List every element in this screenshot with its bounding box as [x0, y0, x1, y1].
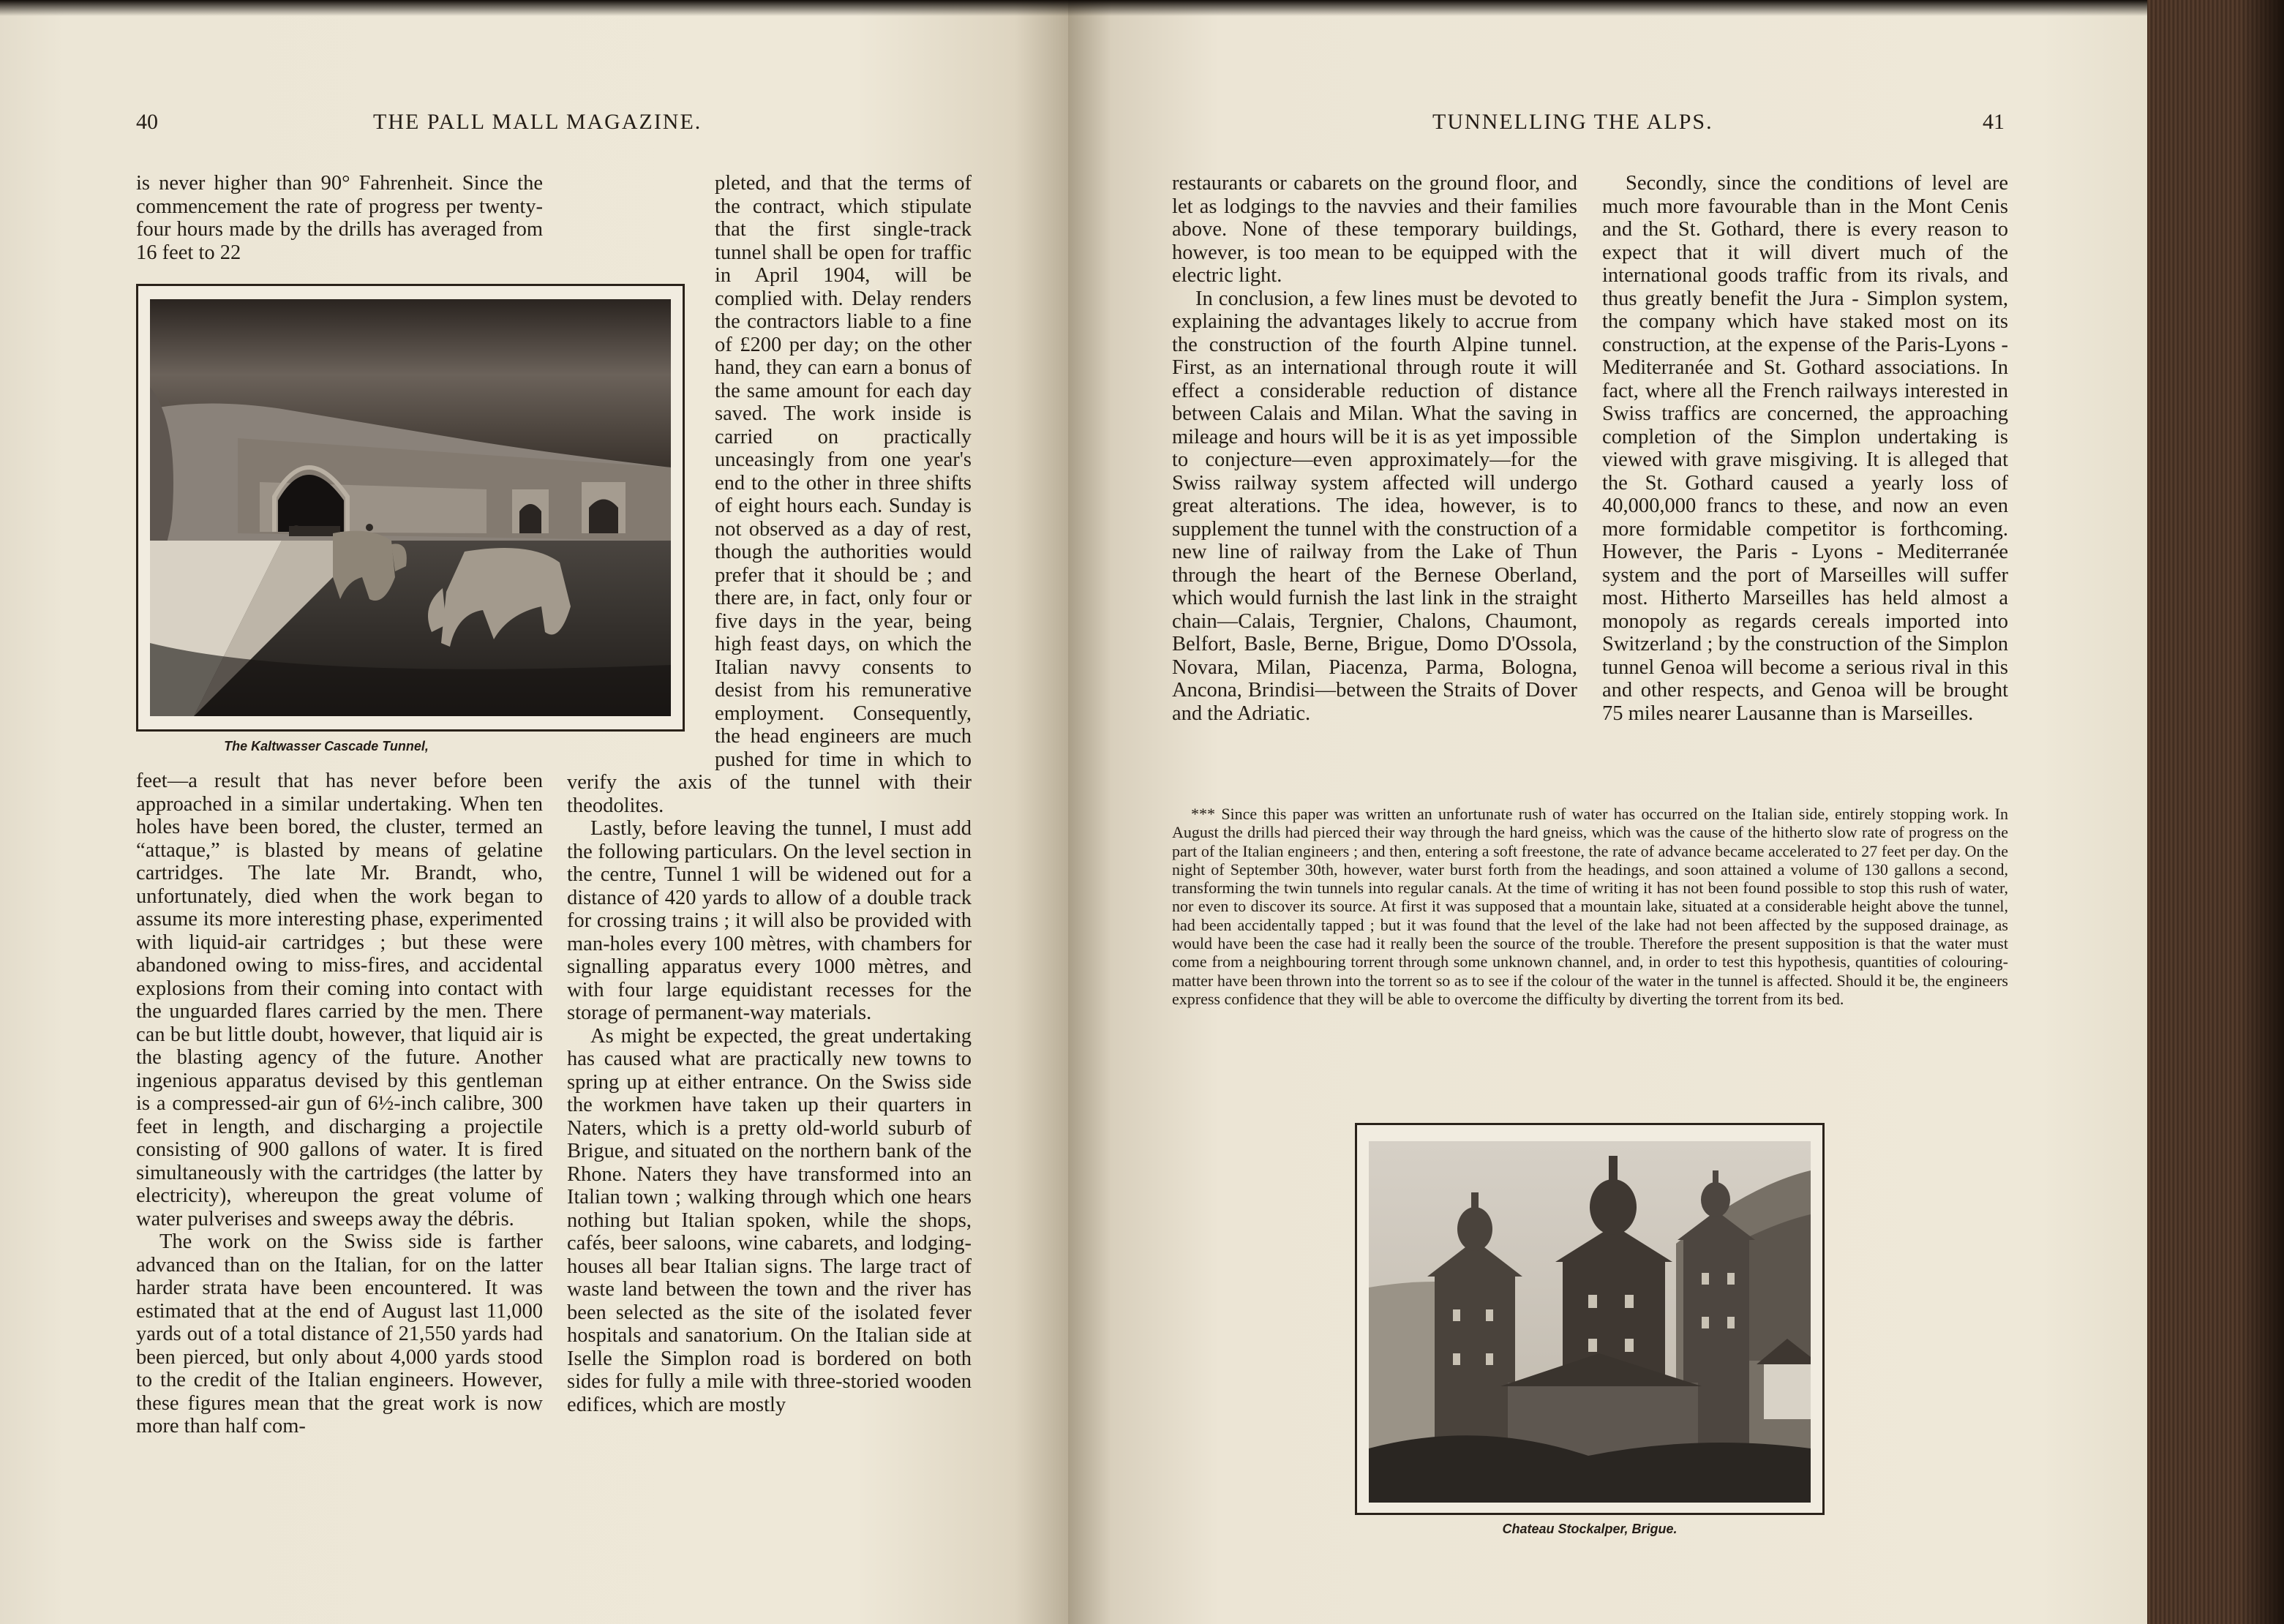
running-head: THE PALL MALL MAGAZINE.	[373, 110, 702, 134]
column-text	[1172, 172, 1577, 725]
page-number: 40	[136, 110, 158, 134]
chateau-photo	[1369, 1141, 1811, 1503]
paragraph: restaurants or cabarets on the ground floor, and let as lodgings to the navvies and their families above. None of these temporary buildings, however, is too mean to be equipped with the electric light.	[1172, 172, 1577, 287]
figure-caption: The Kaltwasser Cascade Tunnel,	[224, 739, 429, 753]
footnote	[1172, 805, 2008, 1008]
column-text	[567, 172, 972, 1416]
column-text	[1602, 172, 2008, 725]
paragraph: is never higher than 90° Fahrenheit. Since the commencement the rate of progress per twenty-four hours made by the drills has averaged from 16 feet to 22	[136, 172, 543, 264]
figure-caption: Chateau Stockalper, Brigue.	[1502, 1522, 1678, 1536]
paragraph: As might be expected, the great undertaking has caused what are practically new towns to spring up at either entrance. On the Swiss side the workmen have taken up their quarters in Naters, which is a pretty old-world suburb of Brigue, and situated on the northern bank of the Rhone. Naters they have transformed into an Italian town ; walking through which one hears nothing but Italian spoken, while the shops, cafés, beer saloons, wine cabarets, and lodging-houses all bear Italian signs. The large tract of waste land between the town and the river has been selected as the site of the isolated fever hospitals and sanatorium. On the Italian side at Iselle the Simplon road is bordered on both sides for fully a mile with three-storied wooden edifices, which are mostly	[567, 1024, 972, 1416]
paragraph: In conclusion, a few lines must be devoted to explaining the advantages likely to accrue from the construction of the fourth Alpine tunnel. First, as an international through route it will effect a considerable reduction of distance between Calais and Milan. What the saving in mileage and hours will be it is as yet impossible to conjecture—even approximately—for the Swiss railway system affected will undergo great alterations. The idea, however, is to supplement the tunnel with the construction of a new line of railway from the Lake of Thun through the heart of the Bernese Oberland, which would furnish the last link in the straight chain—Calais, Tergnier, Chalons, Chaumont, Belfort, Basle, Berne, Brigue, Domo D'Ossola, Novara, Milan, Piacenza, Parma, Bologna, Ancona, Brindisi—between the Straits of Dover and the Adriatic.	[1172, 287, 1577, 725]
figure-frame	[1355, 1123, 1825, 1515]
page-edges	[2147, 0, 2284, 1624]
left-page	[0, 0, 1068, 1624]
paragraph: feet—a result that has never before been approached in a similar undertaking. When ten holes have been bored, the cluster, termed an “attaque,” is blasted by means of gelatine cartridges. The late Mr. Brandt, who, unfortunately, died when the work began to assume its more interesting phase, experimented with liquid-air cartridges ; but these were abandoned owing to miss-fires, and accidental explosions from their coming into contact with the unguarded flares carried by the men. There can be but little doubt, however, that liquid air is the blasting agency of the future. Another ingenious apparatus devised by this gentleman is a compressed-air gun of 6½-inch calibre, 300 feet in length, and discharging a projectile consisting of 900 gallons of water. It is fired simultaneously with the cartridges (the latter by electricity), whereupon the great volume of water pulverises and sweeps away the débris.	[136, 770, 543, 1230]
footnote-text: *** Since this paper was written an unfortunate rush of water has occurred on the Italian side, entirely stopping work. In August the drills had pierced their way through the hard gneiss, which was the cause of the hitherto slow rate of progress on the part of the Italian engineers ; and then, entering a soft freestone, the rate of advance became accelerated to 27 feet per day. On the night of September 30th, however, water burst forth from the headings, and soon attained a volume of 130 gallons a second, transforming the twin tunnels into regular canals. At the time of writing it has not been found possible to stop this rush of water, nor even to discover its source. At first it was supposed that a mountain lake, situated at a considerable height above the tunnel, had been accidentally tapped ; but it was found that the level of the lake had not been affected by the supposed drainage, as would have been the case had it really been the source of the trouble. Therefore the present supposition is that the water must come from a neighbouring torrent through some unknown channel, and, in order to test this hypothesis, quantities of colouring-matter have been thrown into the torrent so as to see if the colour of the water in the tunnel is affected. Should it be, the engineers express confidence that they will be able to overcome the difficulty by diverting the torrent from its bed.	[1172, 805, 2008, 1008]
column-text	[136, 172, 543, 264]
running-head: TUNNELLING THE ALPS.	[1432, 110, 1713, 134]
paragraph: Secondly, since the conditions of level are much more favourable than in the Mont Cenis and the St. Gothard, there is every reason to expect that it will divert much of the international goods traffic from its rivals, and thus greatly benefit the Jura - Simplon system, the company which have staked most on its construction, at the expense of the Paris-Lyons - Mediterranée and St. Gothard associations. In fact, where all the French railways interested in Swiss traffics are concerned, the approaching completion of the Simplon undertaking is viewed with grave misgiving. It is alleged that the St. Gothard caused a yearly loss of 40,000,000 francs to these, and now an even more formidable competitor is forthcoming. However, the Paris - Lyons - Mediterranée system and the port of Marseilles will suffer most. Hitherto Marseilles has held almost a monopoly as regards cereals imported into Switzerland ; by the construction of the Simplon tunnel Genoa will become a serious rival in this and other respects, and Genoa will be brought 75 miles nearer Lausanne than is Marseilles.	[1602, 172, 2008, 725]
paragraph: The work on the Swiss side is farther advanced than on the Italian, for on the latter harder strata have been encountered. It was estimated that at the end of August last 11,000 yards out of a total distance of 21,550 yards had been pierced, but only about 4,000 yards stood to the credit of the Italian engineers. However, these figures mean that the great work is now more than half com-	[136, 1230, 543, 1437]
paragraph: Lastly, before leaving the tunnel, I must add the following particulars. On the level section in the centre, Tunnel 1 will be widened out for a distance of 420 yards to allow of a double track for crossing trains ; it will also be provided with man-holes every 100 mètres, with chambers for signalling apparatus every 1000 mètres, and with four large equidistant recesses for the storage of permanent-way materials.	[567, 817, 972, 1024]
right-page	[1068, 0, 2147, 1624]
column-text	[136, 770, 543, 1438]
paragraph: pleted, and that the terms of the contract, which stipulate that the first single-track tunnel shall be open for traffic in April 1904, will be complied with. Delay renders the contractors liable to a fine of £200 per day; on the other hand, they can earn a bonus of the same amount for each day saved. The work inside is carried on practically unceasingly from one year's end to the other in three shifts of eight hours each. Sunday is not observed as a day of rest, though the authorities would prefer that it should be ; and there are, in fact, only four or five days in the year, being high feast days, on which the Italian navvy consents to desist from his remunerative employment. Consequently, the head engineers are much pushed for time in which to verify the axis of the tunnel with their theodolites.	[567, 172, 972, 817]
page-number: 41	[1983, 110, 2005, 134]
chateau-photo-illustration	[1369, 1141, 1811, 1503]
